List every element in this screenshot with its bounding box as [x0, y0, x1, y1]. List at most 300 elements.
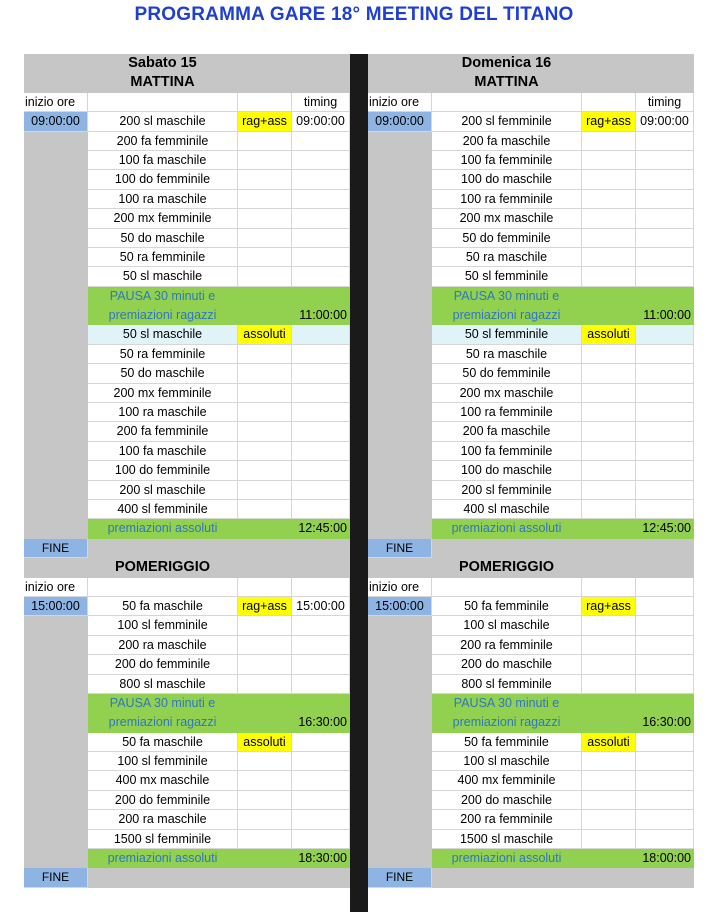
blank-cell: [368, 655, 432, 674]
blank-cell: [636, 578, 694, 597]
blank-cell: [582, 578, 636, 597]
category-badge: assoluti: [582, 733, 636, 752]
blank-cell: [238, 248, 292, 267]
blank-cell: [368, 229, 432, 248]
event-time: 15:00:00: [292, 597, 350, 616]
blank-cell: [24, 364, 88, 383]
blank-cell: [24, 132, 88, 151]
blank-cell: [24, 461, 88, 480]
blank-cell: [24, 616, 88, 635]
blank-cell: [238, 384, 292, 403]
blank-cell: [636, 616, 694, 635]
blank-cell: [24, 267, 88, 286]
blank-cell: [24, 500, 88, 519]
blank-cell: [636, 403, 694, 422]
start-label: inizio ore: [368, 93, 432, 112]
blank-cell: [582, 868, 636, 887]
blank-cell: [24, 442, 88, 461]
event-name: 50 fa maschile: [88, 733, 238, 752]
blank-cell: [636, 132, 694, 151]
event-name: 100 do maschile: [432, 170, 582, 189]
blank-cell: [582, 675, 636, 694]
end-label: FINE: [368, 539, 432, 558]
blank-cell: [636, 694, 694, 713]
blank-cell: [238, 616, 292, 635]
schedule-table: [368, 54, 694, 888]
blank-cell: [636, 190, 694, 209]
blank-cell: [24, 481, 88, 500]
blank-cell: [368, 364, 432, 383]
timing-label: timing: [292, 93, 350, 112]
event-name: 100 ra femminile: [432, 190, 582, 209]
blank-cell: [238, 442, 292, 461]
blank-cell: [636, 771, 694, 790]
blank-cell: [292, 229, 350, 248]
blank-cell: [292, 403, 350, 422]
pause-text: PAUSA 30 minuti e: [432, 287, 582, 306]
blank-cell: [582, 810, 636, 829]
pause-time: 11:00:00: [292, 306, 350, 325]
blank-cell: [636, 830, 694, 849]
blank-cell: [432, 539, 582, 558]
pause-time: 16:30:00: [636, 713, 694, 732]
blank-cell: [582, 752, 636, 771]
blank-cell: [636, 287, 694, 306]
event-name: 100 do maschile: [432, 461, 582, 480]
blank-cell: [582, 384, 636, 403]
blank-cell: [24, 229, 88, 248]
category-badge: assoluti: [582, 325, 636, 344]
blank-cell: [582, 287, 636, 306]
blank-cell: [238, 73, 292, 92]
blank-cell: [24, 810, 88, 829]
blank-cell: [238, 306, 292, 325]
pause-text: PAUSA 30 minuti e: [88, 694, 238, 713]
event-name: 200 do maschile: [432, 791, 582, 810]
blank-cell: [368, 422, 432, 441]
blank-cell: [24, 558, 88, 577]
blank-cell: [292, 442, 350, 461]
end-time: 18:00:00: [636, 849, 694, 868]
blank-cell: [238, 54, 292, 73]
blank-cell: [24, 306, 88, 325]
blank-cell: [582, 170, 636, 189]
blank-cell: [24, 384, 88, 403]
blank-cell: [368, 151, 432, 170]
blank-cell: [582, 345, 636, 364]
blank-cell: [292, 325, 350, 344]
event-name: 100 do femminile: [88, 170, 238, 189]
start-label: inizio ore: [368, 578, 432, 597]
blank-cell: [582, 306, 636, 325]
blank-cell: [88, 539, 238, 558]
category-badge: assoluti: [238, 733, 292, 752]
event-name: 50 fa maschile: [88, 597, 238, 616]
blank-cell: [292, 868, 350, 887]
blank-cell: [24, 752, 88, 771]
event-time: 09:00:00: [636, 112, 694, 131]
event-name: 200 mx maschile: [432, 384, 582, 403]
blank-cell: [24, 325, 88, 344]
blank-cell: [238, 636, 292, 655]
event-name: 100 ra maschile: [88, 190, 238, 209]
blank-cell: [582, 791, 636, 810]
blank-cell: [292, 539, 350, 558]
blank-cell: [368, 267, 432, 286]
blank-cell: [24, 170, 88, 189]
blank-cell: [24, 713, 88, 732]
blank-cell: [292, 791, 350, 810]
blank-cell: [368, 54, 432, 73]
blank-cell: [292, 500, 350, 519]
blank-cell: [238, 849, 292, 868]
blank-cell: [582, 190, 636, 209]
blank-cell: [636, 325, 694, 344]
blank-cell: [636, 461, 694, 480]
blank-cell: [24, 771, 88, 790]
blank-cell: [292, 345, 350, 364]
blank-cell: [636, 209, 694, 228]
start-label: inizio ore: [24, 578, 88, 597]
event-name: 200 sl maschile: [88, 112, 238, 131]
blank-cell: [238, 403, 292, 422]
blank-cell: [582, 132, 636, 151]
event-name: 100 ra femminile: [432, 403, 582, 422]
blank-cell: [368, 810, 432, 829]
blank-cell: [636, 345, 694, 364]
pause-text: premiazioni ragazzi: [432, 306, 582, 325]
blank-cell: [292, 481, 350, 500]
blank-cell: [368, 306, 432, 325]
blank-cell: [636, 267, 694, 286]
start-time: 15:00:00: [24, 597, 88, 616]
start-time: 09:00:00: [368, 112, 432, 131]
end-time: 18:30:00: [292, 849, 350, 868]
event-name: 50 do maschile: [88, 364, 238, 383]
blank-cell: [368, 616, 432, 635]
blank-cell: [238, 539, 292, 558]
blank-cell: [368, 384, 432, 403]
event-name: 200 mx femminile: [88, 384, 238, 403]
event-name: 50 do femminile: [432, 364, 582, 383]
blank-cell: [636, 442, 694, 461]
event-name: 200 sl maschile: [88, 481, 238, 500]
blank-cell: [24, 54, 88, 73]
awards-text: premiazioni assoluti: [432, 849, 582, 868]
blank-cell: [24, 675, 88, 694]
event-name: 50 sl femminile: [432, 267, 582, 286]
blank-cell: [582, 771, 636, 790]
blank-cell: [24, 694, 88, 713]
schedule-table: [24, 54, 350, 888]
blank-cell: [636, 54, 694, 73]
blank-cell: [238, 830, 292, 849]
blank-cell: [582, 442, 636, 461]
blank-cell: [636, 384, 694, 403]
blank-cell: [292, 636, 350, 655]
blank-cell: [238, 771, 292, 790]
blank-cell: [582, 481, 636, 500]
blank-cell: [368, 636, 432, 655]
blank-cell: [292, 461, 350, 480]
blank-cell: [24, 73, 88, 92]
event-time: 09:00:00: [292, 112, 350, 131]
pause-time: 11:00:00: [636, 306, 694, 325]
blank-cell: [24, 830, 88, 849]
event-name: 800 sl femminile: [432, 675, 582, 694]
blank-cell: [582, 655, 636, 674]
blank-cell: [238, 209, 292, 228]
blank-cell: [292, 771, 350, 790]
blank-cell: [24, 519, 88, 538]
blank-cell: [238, 345, 292, 364]
blank-cell: [582, 248, 636, 267]
blank-cell: [582, 636, 636, 655]
category-badge: rag+ass: [238, 112, 292, 131]
blank-cell: [368, 248, 432, 267]
blank-cell: [24, 636, 88, 655]
blank-cell: [238, 578, 292, 597]
start-time: 15:00:00: [368, 597, 432, 616]
blank-cell: [636, 539, 694, 558]
blank-cell: [292, 151, 350, 170]
session-title-morning: MATTINA: [88, 73, 238, 92]
blank-cell: [636, 675, 694, 694]
blank-cell: [368, 675, 432, 694]
blank-cell: [582, 519, 636, 538]
event-name: 400 sl femminile: [88, 500, 238, 519]
blank-cell: [368, 733, 432, 752]
blank-cell: [24, 422, 88, 441]
blank-cell: [238, 190, 292, 209]
pause-text: premiazioni ragazzi: [432, 713, 582, 732]
event-name: 200 ra femminile: [432, 810, 582, 829]
event-name: 50 do femminile: [432, 229, 582, 248]
session-title-morning: MATTINA: [432, 73, 582, 92]
blank-cell: [636, 810, 694, 829]
event-name: 100 ra maschile: [88, 403, 238, 422]
blank-cell: [292, 578, 350, 597]
blank-cell: [582, 558, 636, 577]
category-badge: rag+ass: [582, 112, 636, 131]
event-name: 200 do maschile: [432, 655, 582, 674]
blank-cell: [636, 364, 694, 383]
blank-cell: [292, 655, 350, 674]
blank-cell: [88, 868, 238, 887]
blank-cell: [24, 248, 88, 267]
blank-cell: [292, 132, 350, 151]
blank-cell: [368, 73, 432, 92]
blank-cell: [292, 73, 350, 92]
sunday-schedule: [368, 54, 694, 888]
event-name: 50 fa femminile: [432, 597, 582, 616]
event-name: 100 sl maschile: [432, 752, 582, 771]
blank-cell: [238, 93, 292, 112]
blank-cell: [292, 267, 350, 286]
blank-cell: [238, 694, 292, 713]
blank-cell: [582, 422, 636, 441]
blank-cell: [368, 558, 432, 577]
event-name: 200 ra femminile: [432, 636, 582, 655]
category-badge: rag+ass: [238, 597, 292, 616]
blank-cell: [292, 364, 350, 383]
event-name: 200 sl femminile: [432, 112, 582, 131]
blank-cell: [238, 364, 292, 383]
blank-cell: [636, 868, 694, 887]
blank-cell: [582, 713, 636, 732]
day-title: Domenica 16: [432, 54, 582, 73]
blank-cell: [24, 345, 88, 364]
blank-cell: [636, 500, 694, 519]
pause-text: premiazioni ragazzi: [88, 713, 238, 732]
end-time: 12:45:00: [292, 519, 350, 538]
blank-cell: [582, 267, 636, 286]
blank-cell: [238, 519, 292, 538]
blank-cell: [636, 752, 694, 771]
event-name: 200 mx maschile: [432, 209, 582, 228]
event-name: 200 fa maschile: [432, 422, 582, 441]
blank-cell: [432, 868, 582, 887]
blank-cell: [582, 849, 636, 868]
blank-cell: [636, 636, 694, 655]
blank-cell: [368, 771, 432, 790]
blank-cell: [24, 733, 88, 752]
blank-cell: [636, 229, 694, 248]
category-badge: assoluti: [238, 325, 292, 344]
blank-cell: [582, 403, 636, 422]
event-name: 200 fa femminile: [88, 422, 238, 441]
event-name: 1500 sl femminile: [88, 830, 238, 849]
awards-text: premiazioni assoluti: [88, 519, 238, 538]
blank-cell: [368, 519, 432, 538]
blank-cell: [238, 461, 292, 480]
blank-cell: [636, 151, 694, 170]
event-name: 100 fa maschile: [88, 151, 238, 170]
blank-cell: [24, 849, 88, 868]
blank-cell: [368, 325, 432, 344]
session-title-afternoon: POMERIGGIO: [432, 558, 582, 577]
awards-text: premiazioni assoluti: [432, 519, 582, 538]
blank-cell: [368, 442, 432, 461]
page-title: PROGRAMMA GARE 18° MEETING DEL TITANO: [134, 4, 574, 25]
end-label: FINE: [24, 868, 88, 887]
blank-cell: [582, 694, 636, 713]
blank-cell: [582, 616, 636, 635]
blank-cell: [368, 190, 432, 209]
blank-cell: [368, 345, 432, 364]
timing-label: timing: [636, 93, 694, 112]
blank-cell: [292, 558, 350, 577]
blank-cell: [582, 73, 636, 92]
event-name: 400 sl maschile: [432, 500, 582, 519]
blank-cell: [292, 810, 350, 829]
blank-cell: [582, 93, 636, 112]
blank-cell: [636, 248, 694, 267]
blank-cell: [24, 209, 88, 228]
day-title: Sabato 15: [88, 54, 238, 73]
blank-cell: [432, 578, 582, 597]
event-name: 50 ra femminile: [88, 345, 238, 364]
blank-cell: [24, 190, 88, 209]
event-name: 200 mx femminile: [88, 209, 238, 228]
blank-cell: [368, 481, 432, 500]
start-time: 09:00:00: [24, 112, 88, 131]
event-name: 50 sl maschile: [88, 325, 238, 344]
event-name: 50 ra femminile: [88, 248, 238, 267]
blank-cell: [88, 578, 238, 597]
blank-cell: [582, 539, 636, 558]
blank-cell: [582, 830, 636, 849]
blank-cell: [292, 830, 350, 849]
blank-cell: [238, 713, 292, 732]
blank-cell: [24, 655, 88, 674]
blank-cell: [368, 209, 432, 228]
blank-cell: [432, 93, 582, 112]
event-name: 200 fa maschile: [432, 132, 582, 151]
blank-cell: [292, 287, 350, 306]
event-name: 50 sl femminile: [432, 325, 582, 344]
event-name: 1500 sl maschile: [432, 830, 582, 849]
blank-cell: [238, 422, 292, 441]
blank-cell: [582, 229, 636, 248]
awards-text: premiazioni assoluti: [88, 849, 238, 868]
blank-cell: [368, 713, 432, 732]
blank-cell: [88, 93, 238, 112]
blank-cell: [292, 248, 350, 267]
blank-cell: [24, 151, 88, 170]
blank-cell: [292, 752, 350, 771]
blank-cell: [636, 733, 694, 752]
end-label: FINE: [24, 539, 88, 558]
blank-cell: [582, 209, 636, 228]
event-name: 200 do femminile: [88, 655, 238, 674]
blank-cell: [238, 791, 292, 810]
event-name: 100 sl femminile: [88, 752, 238, 771]
event-name: 200 do femminile: [88, 791, 238, 810]
event-name: 200 ra maschile: [88, 636, 238, 655]
blank-cell: [636, 655, 694, 674]
saturday-schedule: [24, 54, 350, 888]
event-name: 100 fa femminile: [432, 442, 582, 461]
pause-text: PAUSA 30 minuti e: [432, 694, 582, 713]
blank-cell: [238, 267, 292, 286]
blank-cell: [636, 791, 694, 810]
blank-cell: [582, 364, 636, 383]
blank-cell: [292, 384, 350, 403]
blank-cell: [238, 675, 292, 694]
blank-cell: [636, 558, 694, 577]
blank-cell: [238, 287, 292, 306]
blank-cell: [292, 616, 350, 635]
event-name: 50 ra maschile: [432, 345, 582, 364]
blank-cell: [238, 558, 292, 577]
event-name: 200 fa femminile: [88, 132, 238, 151]
event-name: 200 sl femminile: [432, 481, 582, 500]
blank-cell: [24, 791, 88, 810]
category-badge: rag+ass: [582, 597, 636, 616]
pause-text: premiazioni ragazzi: [88, 306, 238, 325]
end-time: 12:45:00: [636, 519, 694, 538]
event-name: 50 fa femminile: [432, 733, 582, 752]
blank-cell: [238, 752, 292, 771]
pause-text: PAUSA 30 minuti e: [88, 287, 238, 306]
blank-cell: [368, 132, 432, 151]
column-divider: [350, 54, 368, 912]
event-name: 100 do femminile: [88, 461, 238, 480]
blank-cell: [368, 287, 432, 306]
blank-cell: [238, 170, 292, 189]
end-label: FINE: [368, 868, 432, 887]
